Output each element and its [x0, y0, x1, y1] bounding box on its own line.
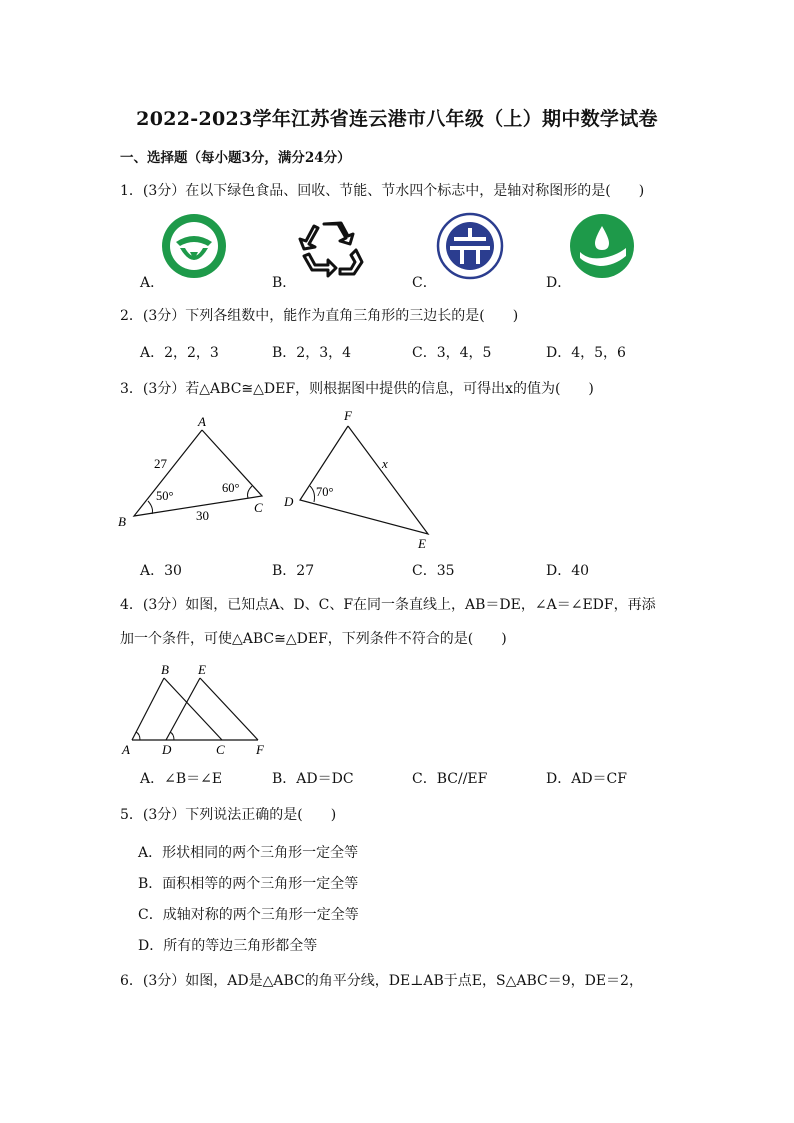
vertex-e-label: E [198, 662, 206, 677]
q4-option-d[interactable]: D．AD＝CF [546, 771, 627, 787]
q1-option-a[interactable]: A． [140, 275, 165, 291]
vertex-e-label: E [418, 536, 426, 551]
green-food-logo-icon [160, 212, 230, 280]
q3-option-b[interactable]: B．27 [272, 563, 315, 579]
side-fe-label: x [382, 456, 388, 471]
q4-figure [118, 660, 278, 760]
recycle-logo-icon [298, 218, 366, 280]
angle-a-arc [136, 732, 140, 740]
water-saving-logo-icon [568, 212, 638, 282]
question-6-stem: 6．(3分）如图，AD是△ABC的角平分线，DE⊥AB于点E，S△ABC＝9，DE＝2， [120, 973, 643, 989]
q2-option-c[interactable]: C．3，4，5 [412, 345, 492, 361]
q1-option-b[interactable]: B． [272, 275, 297, 291]
question-3-stem: 3．(3分）若△ABC≅△DEF，则根据图中提供的信息，可得出x的值为( ) [120, 381, 594, 397]
vertex-d-label: D [284, 494, 294, 509]
q1-option-d[interactable]: D． [546, 275, 572, 291]
angle-c-label: 60° [222, 481, 240, 495]
question-2-stem: 2．(3分）下列各组数中，能作为直角三角形的三边长的是( ) [120, 308, 519, 324]
triangle-def [300, 426, 428, 534]
angle-b-arc [148, 501, 153, 514]
q2-option-b[interactable]: B．2，3，4 [272, 345, 352, 361]
vertex-c-label: C [216, 742, 225, 757]
question-4-stem-line1: 4．(3分）如图，已知点A、D、C、F在同一条直线上，AB＝DE，∠A＝∠EDF，再添 [120, 597, 656, 613]
q3-option-d[interactable]: D．40 [546, 563, 590, 579]
q3-triangle-figure [110, 408, 450, 553]
side-ab-label: 27 [154, 456, 167, 471]
section-heading: 一、选择题（每小题3分，满分24分） [120, 150, 351, 166]
q5-option-a[interactable]: A．形状相同的两个三角形一定全等 [138, 845, 359, 861]
q1-option-c[interactable]: C． [412, 275, 437, 291]
page-title: 2022-2023学年江苏省连云港市八年级（上）期中数学试卷 [136, 108, 658, 130]
q4-option-c[interactable]: C．BC//EF [412, 771, 488, 787]
triangle-abc [134, 430, 262, 516]
question-1-stem: 1．(3分）在以下绿色食品、回收、节能、节水四个标志中，是轴对称图形的是( ) [120, 183, 645, 199]
vertex-a-label: A [122, 742, 130, 757]
angle-c-arc [248, 486, 253, 498]
vertex-d-label: D [162, 742, 172, 757]
segment-de [166, 678, 200, 740]
angle-d-arc [310, 486, 315, 502]
vertex-a-label: A [198, 414, 206, 429]
q3-option-c[interactable]: C．35 [412, 563, 455, 579]
angle-d-label: 70° [316, 485, 334, 499]
q3-option-a[interactable]: A．30 [140, 563, 182, 579]
question-4-stem-line2: 加一个条件，可使△ABC≅△DEF，下列条件不符合的是( ) [120, 631, 507, 647]
q5-option-c[interactable]: C．成轴对称的两个三角形一定全等 [138, 907, 359, 923]
q5-option-d[interactable]: D．所有的等边三角形都全等 [138, 938, 318, 954]
segment-ab [132, 678, 164, 740]
segment-bc [164, 678, 222, 740]
question-5-stem: 5．(3分）下列说法正确的是( ) [120, 807, 337, 823]
q5-option-b[interactable]: B．面积相等的两个三角形一定全等 [138, 876, 359, 892]
vertex-f-label: F [344, 408, 352, 423]
q4-option-b[interactable]: B．AD＝DC [272, 771, 354, 787]
vertex-b-label: B [161, 662, 169, 677]
side-bc-label: 30 [196, 508, 209, 523]
angle-b-label: 50° [156, 489, 174, 503]
vertex-b-label: B [118, 514, 126, 529]
q4-option-a[interactable]: A．∠B＝∠E [140, 771, 223, 787]
vertex-c-label: C [254, 500, 263, 515]
energy-saving-logo-icon [436, 212, 506, 282]
q2-option-a[interactable]: A．2，2，3 [140, 345, 219, 361]
angle-d-arc [170, 732, 174, 740]
vertex-f-label: F [256, 742, 264, 757]
q2-option-d[interactable]: D．4，5，6 [546, 345, 626, 361]
segment-ef [200, 678, 258, 740]
